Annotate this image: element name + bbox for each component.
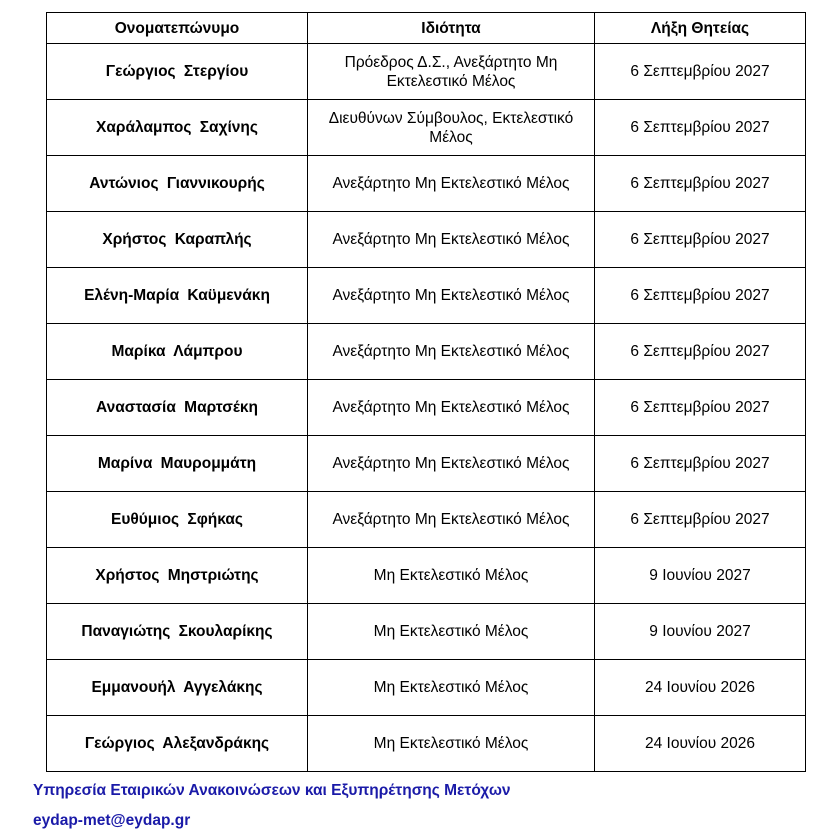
table-row: [47, 268, 806, 324]
table-row: [47, 100, 806, 156]
member-name: Γεώργιος Αλεξανδράκης: [47, 716, 308, 772]
member-term: 24 Ιουνίου 2026: [595, 660, 806, 716]
table-row: [47, 548, 806, 604]
table-row: [47, 212, 806, 268]
member-term: 6 Σεπτεμβρίου 2027: [595, 380, 806, 436]
department-name: Υπηρεσία Εταιρικών Ανακοινώσεων και Εξυπηρέτησης Μετόχων: [33, 782, 511, 799]
header-term: Λήξη Θητείας: [595, 13, 806, 44]
table-row: [47, 380, 806, 436]
member-name: Μαρίκα Λάμπρου: [47, 324, 308, 380]
member-role: Ανεξάρτητο Μη Εκτελεστικό Μέλος: [308, 268, 595, 324]
member-role: Ανεξάρτητο Μη Εκτελεστικό Μέλος: [308, 492, 595, 548]
table-row: [47, 324, 806, 380]
member-role: Ανεξάρτητο Μη Εκτελεστικό Μέλος: [308, 156, 595, 212]
member-name: Παναγιώτης Σκουλαρίκης: [47, 604, 308, 660]
header-role: Ιδιότητα: [308, 13, 595, 44]
member-name: Εμμανουήλ Αγγελάκης: [47, 660, 308, 716]
member-role: Μη Εκτελεστικό Μέλος: [308, 716, 595, 772]
member-role: Ανεξάρτητο Μη Εκτελεστικό Μέλος: [308, 380, 595, 436]
member-name: Χρήστος Καραπλής: [47, 212, 308, 268]
member-role: Μη Εκτελεστικό Μέλος: [308, 604, 595, 660]
member-role: Διευθύνων Σύμβουλος, Εκτελεστικό Μέλος: [308, 100, 595, 156]
member-role: Ανεξάρτητο Μη Εκτελεστικό Μέλος: [308, 324, 595, 380]
table-row: [47, 44, 806, 100]
table-header-row: [47, 13, 806, 44]
member-role: Μη Εκτελεστικό Μέλος: [308, 660, 595, 716]
member-term: 6 Σεπτεμβρίου 2027: [595, 436, 806, 492]
member-name: Ελένη-Μαρία Καϋμενάκη: [47, 268, 308, 324]
member-term: 6 Σεπτεμβρίου 2027: [595, 268, 806, 324]
contact-email-link[interactable]: eydap-met@eydap.gr: [33, 812, 191, 829]
table-row: [47, 156, 806, 212]
member-role: Ανεξάρτητο Μη Εκτελεστικό Μέλος: [308, 436, 595, 492]
member-term: 6 Σεπτεμβρίου 2027: [595, 212, 806, 268]
table-row: [47, 604, 806, 660]
member-role: Πρόεδρος Δ.Σ., Ανεξάρτητο Μη Εκτελεστικό Μέλος: [308, 44, 595, 100]
member-term: 24 Ιουνίου 2026: [595, 716, 806, 772]
member-term: 6 Σεπτεμβρίου 2027: [595, 492, 806, 548]
member-term: 6 Σεπτεμβρίου 2027: [595, 156, 806, 212]
member-name: Μαρίνα Μαυρομμάτη: [47, 436, 308, 492]
member-term: 6 Σεπτεμβρίου 2027: [595, 324, 806, 380]
member-term: 6 Σεπτεμβρίου 2027: [595, 44, 806, 100]
member-term: 9 Ιουνίου 2027: [595, 604, 806, 660]
member-term: 6 Σεπτεμβρίου 2027: [595, 100, 806, 156]
header-name: Ονοματεπώνυμο: [47, 13, 308, 44]
member-name: Αντώνιος Γιαννικουρής: [47, 156, 308, 212]
member-role: Μη Εκτελεστικό Μέλος: [308, 548, 595, 604]
member-name: Χρήστος Μηστριώτης: [47, 548, 308, 604]
member-name: Αναστασία Μαρτσέκη: [47, 380, 308, 436]
member-role: Ανεξάρτητο Μη Εκτελεστικό Μέλος: [308, 212, 595, 268]
table-row: [47, 660, 806, 716]
member-name: Γεώργιος Στεργίου: [47, 44, 308, 100]
table-row: [47, 716, 806, 772]
table-row: [47, 492, 806, 548]
member-name: Χαράλαμπος Σαχίνης: [47, 100, 308, 156]
table-row: [47, 436, 806, 492]
member-term: 9 Ιουνίου 2027: [595, 548, 806, 604]
board-members-table: [46, 12, 806, 772]
member-name: Ευθύμιος Σφήκας: [47, 492, 308, 548]
